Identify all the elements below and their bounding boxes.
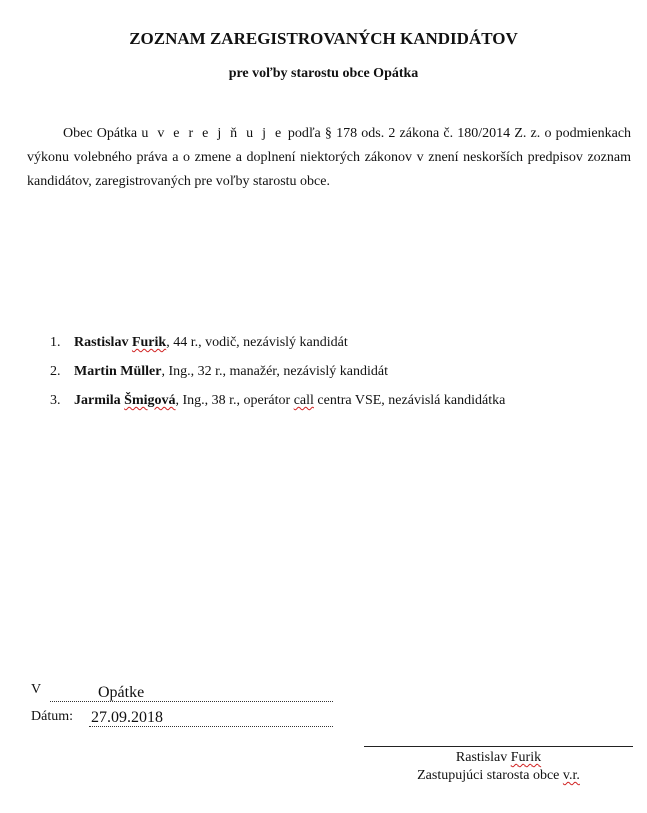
candidate-list	[50, 332, 505, 419]
candidate-item	[50, 332, 505, 361]
signatory-last-name: Furik	[510, 750, 542, 765]
candidate-first-name: Rastislav	[74, 335, 129, 350]
signatory-role-suffix: v.r.	[562, 768, 580, 783]
candidate-last-name: Furik	[131, 335, 167, 350]
place-label: V	[31, 682, 42, 697]
candidate-number: 3.	[50, 393, 61, 408]
candidate-last-name: Müller	[120, 364, 162, 379]
candidate-first-name: Martin	[74, 364, 117, 379]
intro-spaced-word: u v e r e j ň u j e	[141, 126, 284, 141]
signatory-first-name: Rastislav	[455, 750, 508, 765]
candidate-first-name: Jarmila	[74, 393, 121, 408]
signature-line	[364, 746, 633, 747]
candidate-item	[50, 361, 505, 390]
candidate-details-after: centra VSE, nezávislá kandidátka	[313, 393, 506, 408]
signatory-role-main: Zastupujúci starosta obce	[417, 768, 560, 783]
signatory-name	[364, 750, 633, 766]
signatory-role	[364, 768, 633, 784]
candidate-item	[50, 390, 505, 419]
candidate-details-before: , Ing., 38 r., operátor	[175, 393, 294, 408]
intro-rest: podľa § 178 ods. 2 zákona č. 180/2014 Z. z. o podmienkach výkonu volebného práva a o zmene a doplnení niektorých zákonov v znení neskorších predpisov zoznam kandidátov, zaregistrovaných pre voľby starostu obce.	[27, 126, 632, 189]
intro-paragraph	[27, 122, 631, 194]
document-subtitle: pre voľby starostu obce Opátka	[228, 66, 419, 81]
candidate-call-word: call	[293, 393, 314, 408]
candidate-last-name: Šmigová	[124, 393, 176, 408]
place-value: Opátke	[98, 684, 145, 701]
date-field	[89, 709, 333, 727]
place-row	[31, 682, 41, 698]
intro-lead: Obec Opátka	[63, 126, 138, 141]
candidate-details: , 44 r., vodič, nezávislý kandidát	[166, 335, 348, 350]
candidate-details: , Ing., 32 r., manažér, nezávislý kandidát	[161, 364, 388, 379]
date-row	[31, 709, 73, 725]
document-title: ZOZNAM ZAREGISTROVANÝCH KANDIDÁTOV	[129, 29, 518, 48]
date-label: Dátum:	[31, 709, 73, 724]
candidate-number: 2.	[50, 364, 61, 379]
place-field	[50, 684, 333, 702]
candidate-number: 1.	[50, 335, 61, 350]
date-value: 27.09.2018	[91, 709, 163, 726]
